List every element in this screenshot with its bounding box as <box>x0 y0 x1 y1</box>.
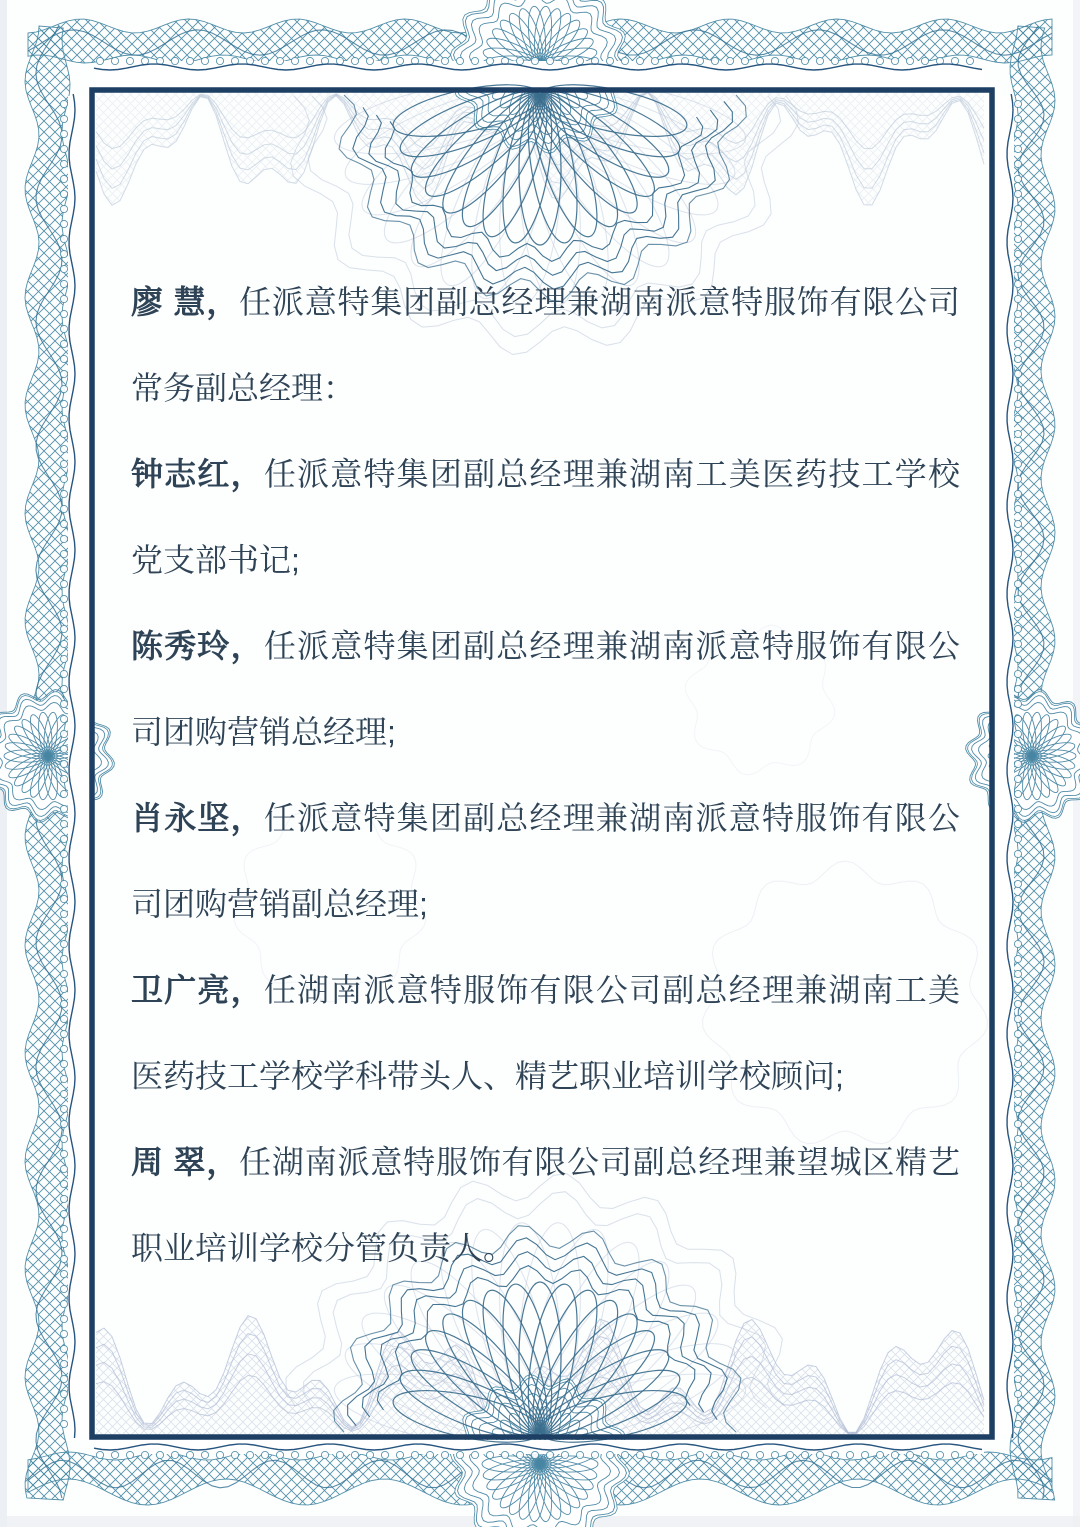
appointment-body: 任派意特集团副总经理兼湖南派意特服饰有限公 <box>263 800 960 836</box>
appointment-line: 职业培训学校分管负责人。 <box>131 1230 516 1266</box>
appointment-line <box>131 775 960 861</box>
appointment-paragraph <box>131 1119 960 1291</box>
punctuation: ， <box>230 800 264 836</box>
appointment-line <box>131 947 960 1033</box>
appointment-line <box>131 431 960 517</box>
appointment-body: 任派意特集团副总经理兼湖南派意特服饰有限公司 <box>239 284 960 320</box>
appointment-line <box>131 259 960 345</box>
appointment-line <box>131 603 960 689</box>
person-name: 周 翠 <box>131 1144 207 1180</box>
appointment-line: 医药技工学校学科带头人、精艺职业培训学校顾问; <box>131 1058 844 1094</box>
punctuation: ， <box>206 1144 240 1180</box>
appointment-paragraph <box>131 947 960 1119</box>
appointment-body: 任派意特集团副总经理兼湖南工美医药技工学校 <box>263 456 960 492</box>
person-name: 卫广亮 <box>131 972 231 1008</box>
appointment-line: 司团购营销副总经理; <box>131 886 428 922</box>
appointment-body: 任湖南派意特服饰有限公司副总经理兼湖南工美 <box>263 972 960 1008</box>
appointment-line: 党支部书记; <box>131 542 300 578</box>
punctuation: ， <box>230 628 264 664</box>
person-name: 陈秀玲 <box>131 628 231 664</box>
appointment-line: 司团购营销总经理; <box>131 714 396 750</box>
punctuation: ， <box>230 456 264 492</box>
appointment-body: 任派意特集团副总经理兼湖南派意特服饰有限公 <box>263 628 960 664</box>
person-name: 廖 慧 <box>131 284 207 320</box>
appointment-paragraph <box>131 603 960 775</box>
punctuation: ， <box>230 972 264 1008</box>
appointment-paragraph <box>131 431 960 603</box>
person-name: 钟志红 <box>131 456 231 492</box>
appointment-paragraph <box>131 775 960 947</box>
appointment-body: 任湖南派意特服饰有限公司副总经理兼望城区精艺 <box>239 1144 960 1180</box>
appointment-line <box>131 1119 960 1205</box>
appointment-line: 常务副总经理： <box>131 370 356 406</box>
appointment-text-block <box>131 259 960 1291</box>
punctuation: ， <box>206 284 240 320</box>
person-name: 肖永坚 <box>131 800 231 836</box>
appointment-paragraph <box>131 259 960 431</box>
